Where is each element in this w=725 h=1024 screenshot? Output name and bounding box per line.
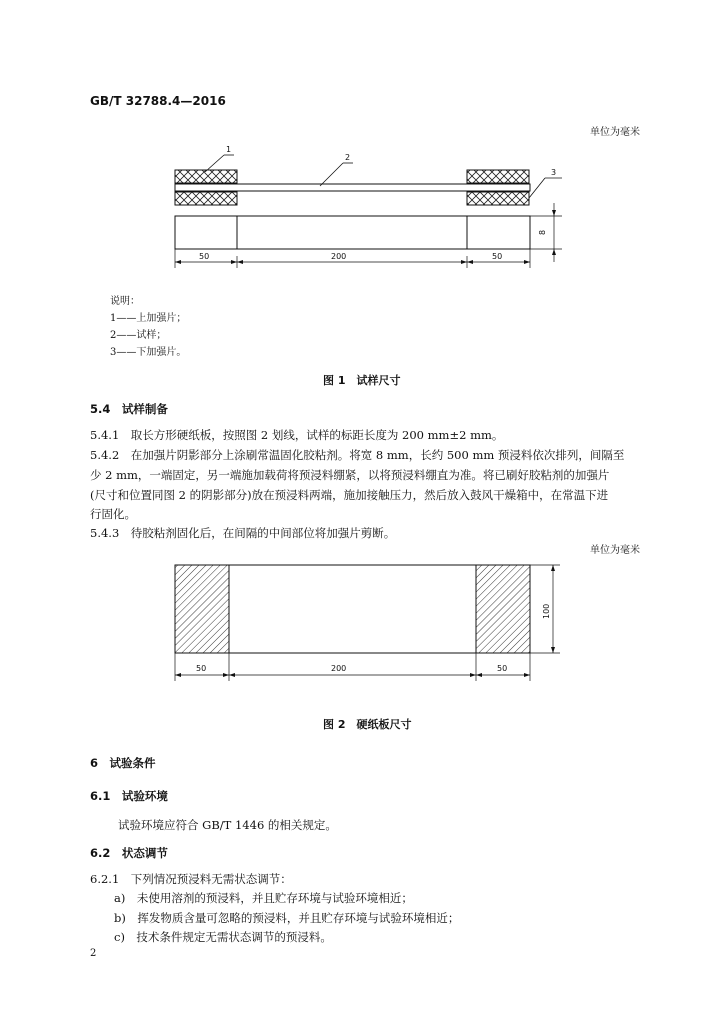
legend-item-3: 3——下加强片。 (110, 347, 187, 358)
tab-area-left (175, 565, 229, 653)
list-item-b: b) 挥发物质含量可忽略的预浸料，并且贮存环境与试验环境相近； (114, 911, 460, 925)
fig2-dim-right: 50 (497, 664, 508, 673)
legend-item-1: 1——上加强片； (110, 313, 187, 324)
lower-tab-left (175, 192, 237, 205)
para-5-4-2-line3: (尺寸和位置同图 2 的阴影部分)放在预浸料两端，施加接触压力，然后放入鼓风干燥箱中，在常温下进 (90, 488, 609, 502)
fig1-dim-left: 50 (199, 252, 210, 261)
para-5-4-1: 5.4.1 取长方形硬纸板，按照图 2 划线，试样的标距长度为 200 mm±2 mm。 (90, 428, 504, 442)
page-number: 2 (90, 948, 97, 959)
standard-number: GB/T 32788.4—2016 (90, 94, 226, 108)
para-5-4-2-line2: 少 2 mm，一端固定，另一端施加载荷将预浸料绷紧，以将预浸料绷直为准。将已刷好胶粘剂的加强片 (90, 468, 610, 482)
upper-tab-left (175, 170, 237, 183)
figure1-caption: 图 1 试样尺寸 (323, 374, 401, 387)
para-6-1: 试验环境应符合 GB/T 1446 的相关规定。 (118, 818, 337, 832)
section-6-1-heading: 6.1 试验环境 (90, 789, 168, 803)
callout-2: 2 (345, 153, 351, 162)
fig2-dim-height: 100 (542, 603, 551, 619)
para-5-4-2-line4: 行固化。 (90, 507, 136, 521)
para-5-4-2-line1: 5.4.2 在加强片阴影部分上涂刷常温固化胶粘剂。将宽 8 mm，长约 500 mm 预浸料依次排列，间隔至 (90, 448, 625, 462)
tab-area-right (476, 565, 530, 653)
specimen-plan (175, 216, 530, 249)
list-item-c: c) 技术条件规定无需状态调节的预浸料。 (114, 930, 332, 944)
section-6-heading: 6 试验条件 (90, 756, 156, 770)
section-5-4-heading: 5.4 试样制备 (90, 402, 168, 416)
para-6-2-1: 6.2.1 下列情况预浸料无需状态调节： (90, 872, 292, 886)
fig2-dim-left: 50 (196, 664, 207, 673)
callout-3: 3 (551, 168, 557, 177)
fig2-dim-middle: 200 (331, 664, 347, 673)
legend-item-2: 2——试样； (110, 330, 167, 341)
upper-tab-right (467, 170, 529, 183)
fig1-dim-middle: 200 (331, 252, 347, 261)
fig1-dim-height: 8 (538, 229, 547, 235)
legend-title: 说明： (110, 296, 140, 307)
figure2-caption: 图 2 硬纸板尺寸 (323, 718, 412, 731)
list-item-a: a) 未使用溶剂的预浸料，并且贮存环境与试验环境相近； (114, 891, 413, 905)
figure2-unit-note: 单位为毫米 (590, 545, 640, 556)
para-5-4-3: 5.4.3 待胶粘剂固化后，在间隔的中间部位将加强片剪断。 (90, 526, 396, 540)
figure1-unit-note: 单位为毫米 (590, 127, 640, 138)
fig1-dim-right: 50 (492, 252, 503, 261)
callout-1: 1 (226, 145, 232, 154)
lower-tab-right (467, 192, 529, 205)
specimen-strip (175, 184, 530, 191)
section-6-2-heading: 6.2 状态调节 (90, 846, 168, 860)
